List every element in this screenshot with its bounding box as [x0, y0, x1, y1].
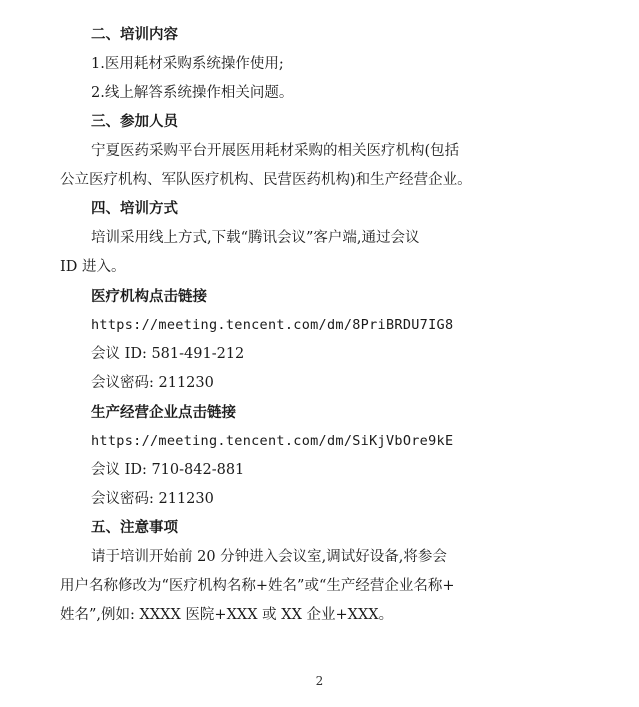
paragraph-line: ID 进入。: [60, 259, 126, 275]
enterprise-meeting-password: 会议密码: 211230: [91, 491, 214, 507]
paragraph-line: 培训采用线上方式,下载“腾讯会议”客户端,通过会议: [91, 230, 420, 246]
medical-meeting-password: 会议密码: 211230: [91, 375, 214, 391]
enterprise-link-heading: 生产经营企业点击链接: [91, 405, 236, 421]
paragraph-line: 请于培训开始前 20 分钟进入会议室,调试好设备,将参会: [91, 549, 447, 565]
medical-meeting-link[interactable]: https://meeting.tencent.com/dm/8PriBRDU7IG8: [91, 317, 454, 333]
section-heading-training-method: 四、培训方式: [91, 201, 178, 217]
section-heading-participants: 三、参加人员: [91, 114, 178, 130]
paragraph-line: 用户名称修改为“医疗机构名称+姓名”或“生产经营企业名称+: [60, 578, 455, 594]
list-item: 1.医用耗材采购系统操作使用;: [91, 56, 284, 72]
list-item: 2.线上解答系统操作相关问题。: [91, 85, 294, 101]
enterprise-meeting-link[interactable]: https://meeting.tencent.com/dm/SiKjVbOre9kE: [91, 433, 454, 449]
paragraph-line: 宁夏医药采购平台开展医用耗材采购的相关医疗机构(包括: [91, 143, 460, 159]
section-heading-notes: 五、注意事项: [91, 520, 178, 536]
page-number: 2: [315, 674, 324, 688]
paragraph-line: 公立医疗机构、军队医疗机构、民营医药机构)和生产经营企业。: [60, 172, 472, 188]
enterprise-meeting-id: 会议 ID: 710-842-881: [91, 462, 245, 478]
medical-meeting-id: 会议 ID: 581-491-212: [91, 346, 245, 362]
section-heading-training-content: 二、培训内容: [91, 27, 178, 43]
paragraph-line: 姓名”,例如: XXXX 医院+XXX 或 XX 企业+XXX。: [60, 607, 394, 623]
medical-link-heading: 医疗机构点击链接: [91, 289, 207, 305]
